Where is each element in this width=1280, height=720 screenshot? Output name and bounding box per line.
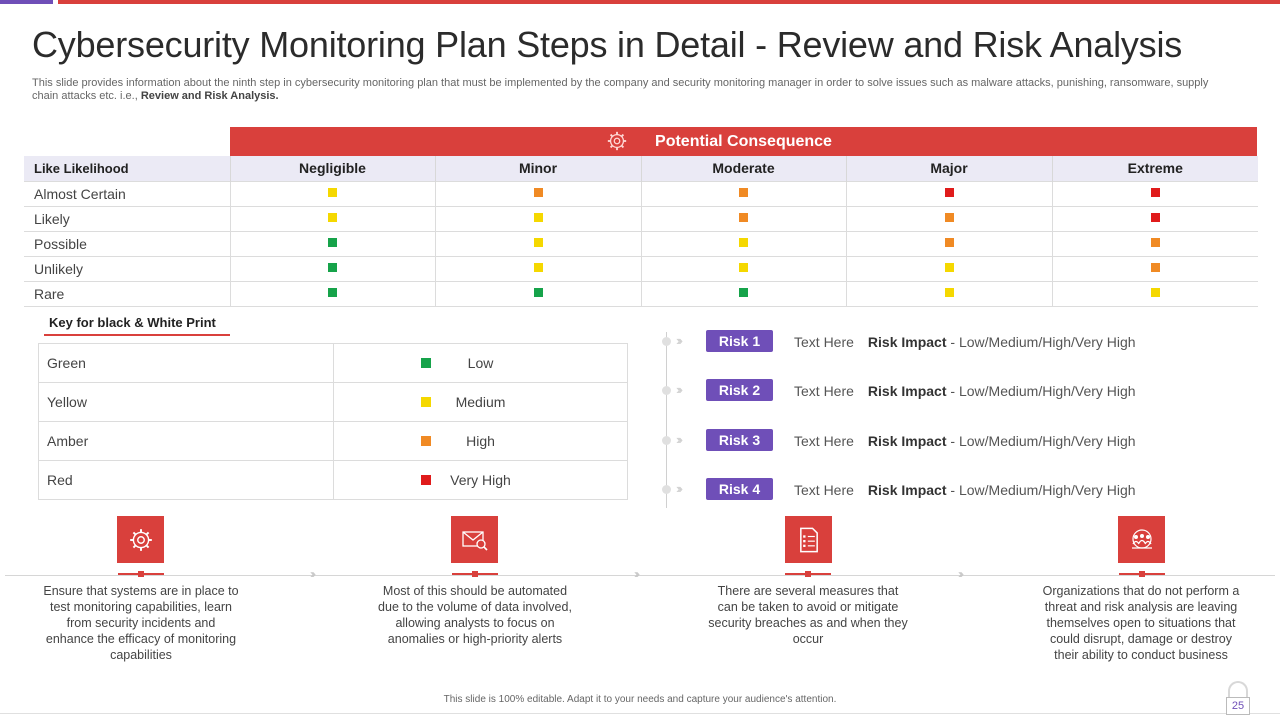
level-square — [328, 213, 337, 222]
level-square — [421, 358, 431, 368]
matrix-cell — [1052, 231, 1258, 256]
level-square — [739, 263, 748, 272]
chevron-right-icon: ››› — [676, 382, 680, 397]
matrix-cell — [641, 256, 846, 281]
subtitle-bold: Review and Risk Analysis. — [140, 90, 279, 102]
matrix-cell — [641, 231, 846, 256]
matrix-cell — [230, 256, 435, 281]
risk-badge: Risk 4 — [706, 478, 773, 500]
level-square — [1151, 213, 1160, 222]
level-square — [328, 288, 337, 297]
risk-impact-value: - Low/Medium/High/Very High — [950, 482, 1136, 498]
key-level-cell — [334, 422, 628, 461]
risk-text: Text Here — [794, 482, 854, 498]
top-accent-red — [58, 0, 1280, 4]
risk-badge: Risk 2 — [706, 379, 773, 401]
risk-description — [794, 334, 1136, 350]
level-square — [945, 238, 954, 247]
level-square — [1151, 288, 1160, 297]
card-icon-box — [451, 516, 498, 563]
risk-text: Text Here — [794, 383, 854, 399]
row-label: Rare — [24, 281, 230, 306]
level-square — [421, 475, 431, 485]
table-row — [24, 231, 1258, 256]
level-square — [534, 263, 543, 272]
subtitle-text: This slide provides information about the ninth step in cybersecurity monitoring plan that must be implemented by the company and security monitoring manager in order to solve issues such as malware attacks, punishing, ransomware, supply chain attacks etc. i.e., — [32, 77, 1209, 102]
matrix-cell — [846, 206, 1052, 231]
key-color-name: Yellow — [39, 383, 334, 422]
chevron-right-icon: ››› — [676, 333, 680, 348]
risk-impact-label: Risk Impact — [867, 334, 947, 350]
key-title: Key for black & White Print — [49, 315, 216, 330]
timeline-dot — [662, 386, 671, 395]
level-square — [739, 238, 748, 247]
level-square — [1151, 263, 1160, 272]
chevron-right-icon: ››› — [310, 567, 313, 581]
risk-impact-value: - Low/Medium/High/Very High — [950, 334, 1136, 350]
row-label: Possible — [24, 231, 230, 256]
cards-baseline — [5, 575, 1275, 576]
key-level: High — [466, 433, 495, 449]
timeline-dot — [662, 337, 671, 346]
key-level: Very High — [450, 472, 511, 488]
key-table — [38, 343, 628, 500]
column-header: Extreme — [1052, 156, 1258, 181]
risk-impact-label: Risk Impact — [867, 433, 947, 449]
column-header: Major — [846, 156, 1052, 181]
key-level-cell — [334, 461, 628, 500]
team-network-icon — [1128, 527, 1156, 553]
risk-impact-value: - Low/Medium/High/Very High — [950, 383, 1136, 399]
card-icon-box — [785, 516, 832, 563]
chevron-right-icon: ››› — [958, 567, 961, 581]
table-row — [24, 256, 1258, 281]
risk-description — [794, 482, 1136, 498]
level-square — [421, 436, 431, 446]
level-square — [534, 213, 543, 222]
risk-text: Text Here — [794, 334, 854, 350]
matrix-cell — [1052, 281, 1258, 306]
level-square — [534, 188, 543, 197]
level-square — [945, 213, 954, 222]
table-row — [24, 181, 1258, 206]
matrix-cell — [230, 281, 435, 306]
key-row — [39, 344, 628, 383]
matrix-cell — [230, 206, 435, 231]
level-square — [1151, 188, 1160, 197]
slide-subtitle — [32, 77, 1232, 103]
footer-note: This slide is 100% editable. Adapt it to your needs and capture your audience's attention. — [443, 694, 837, 705]
document-checklist-icon — [797, 526, 821, 554]
matrix-cell — [846, 231, 1052, 256]
row-label: Likely — [24, 206, 230, 231]
lock-icon — [1228, 681, 1248, 697]
column-header: Minor — [435, 156, 641, 181]
card-text: There are several measures that can be taken to avoid or mitigate security breaches as and when they occur — [708, 584, 908, 646]
gear-icon — [128, 527, 154, 553]
timeline-dot — [662, 485, 671, 494]
risk-matrix — [24, 156, 1258, 307]
matrix-cell — [230, 231, 435, 256]
card-icon-box — [117, 516, 164, 563]
matrix-cell — [846, 256, 1052, 281]
card-stem-dot — [138, 571, 144, 577]
card-stem-dot — [472, 571, 478, 577]
level-square — [739, 188, 748, 197]
risk-description — [794, 383, 1136, 399]
level-square — [945, 263, 954, 272]
level-square — [945, 288, 954, 297]
key-level: Medium — [455, 394, 506, 410]
matrix-cell — [641, 206, 846, 231]
table-row — [24, 281, 1258, 306]
key-color-name: Amber — [39, 422, 334, 461]
risk-text: Text Here — [794, 433, 854, 449]
column-header: Negligible — [230, 156, 435, 181]
level-square — [534, 238, 543, 247]
matrix-cell — [846, 281, 1052, 306]
row-label: Almost Certain — [24, 181, 230, 206]
matrix-cell — [435, 281, 641, 306]
risk-badge: Risk 1 — [706, 330, 773, 352]
timeline-line — [666, 332, 667, 508]
level-square — [945, 188, 954, 197]
card-text: Most of this should be automated due to the volume of data involved, allowing analysts to focus on anomalies or high-priority alerts — [378, 584, 572, 646]
chevron-right-icon: ››› — [634, 567, 637, 581]
level-square — [328, 188, 337, 197]
matrix-corner-header: Like Likelihood — [24, 156, 230, 181]
matrix-cell — [435, 206, 641, 231]
potential-consequence-banner — [230, 127, 1257, 156]
matrix-cell — [641, 281, 846, 306]
key-level-cell — [334, 383, 628, 422]
key-level: Low — [467, 355, 494, 371]
level-square — [739, 288, 748, 297]
slide-title: Cybersecurity Monitoring Plan Steps in Detail - Review and Risk Analysis — [32, 24, 1183, 65]
card-icon-box — [1118, 516, 1165, 563]
key-row — [39, 422, 628, 461]
page-number: 25 — [1226, 697, 1250, 715]
level-square — [328, 263, 337, 272]
matrix-cell — [435, 256, 641, 281]
level-square — [1151, 238, 1160, 247]
top-accent-purple — [0, 0, 53, 4]
gear-icon — [606, 130, 628, 152]
risk-description — [794, 433, 1136, 449]
level-square — [534, 288, 543, 297]
key-color-name: Red — [39, 461, 334, 500]
key-color-name: Green — [39, 344, 334, 383]
matrix-cell — [641, 181, 846, 206]
footer-line — [0, 713, 1280, 714]
matrix-cell — [435, 181, 641, 206]
level-square — [421, 397, 431, 407]
chevron-right-icon: ››› — [676, 432, 680, 447]
card-text: Ensure that systems are in place to test monitoring capabilities, learn from security incidents and enhance the efficacy of monitoring capabilities — [43, 584, 239, 662]
matrix-cell — [1052, 181, 1258, 206]
matrix-cell — [846, 181, 1052, 206]
card-stem-dot — [1139, 571, 1145, 577]
key-level-cell — [334, 344, 628, 383]
risk-badge: Risk 3 — [706, 429, 773, 451]
key-row — [39, 383, 628, 422]
risk-impact-label: Risk Impact — [867, 383, 947, 399]
chevron-right-icon: ››› — [676, 481, 680, 496]
card-stem-dot — [805, 571, 811, 577]
risk-impact-value: - Low/Medium/High/Very High — [950, 433, 1136, 449]
matrix-cell — [230, 181, 435, 206]
mail-search-icon — [461, 527, 489, 553]
level-square — [739, 213, 748, 222]
matrix-cell — [435, 231, 641, 256]
row-label: Unlikely — [24, 256, 230, 281]
key-row — [39, 461, 628, 500]
card-text: Organizations that do not perform a threat and risk analysis are leaving themselves open to situations that could disrupt, damage or destroy their ability to conduct business — [1042, 584, 1240, 662]
matrix-cell — [1052, 206, 1258, 231]
key-underline — [44, 334, 230, 336]
matrix-cell — [1052, 256, 1258, 281]
table-row — [24, 206, 1258, 231]
timeline-dot — [662, 436, 671, 445]
banner-label: Potential Consequence — [655, 132, 832, 150]
column-header: Moderate — [641, 156, 846, 181]
matrix-header-row — [24, 156, 1258, 181]
level-square — [328, 238, 337, 247]
risk-impact-label: Risk Impact — [867, 482, 947, 498]
